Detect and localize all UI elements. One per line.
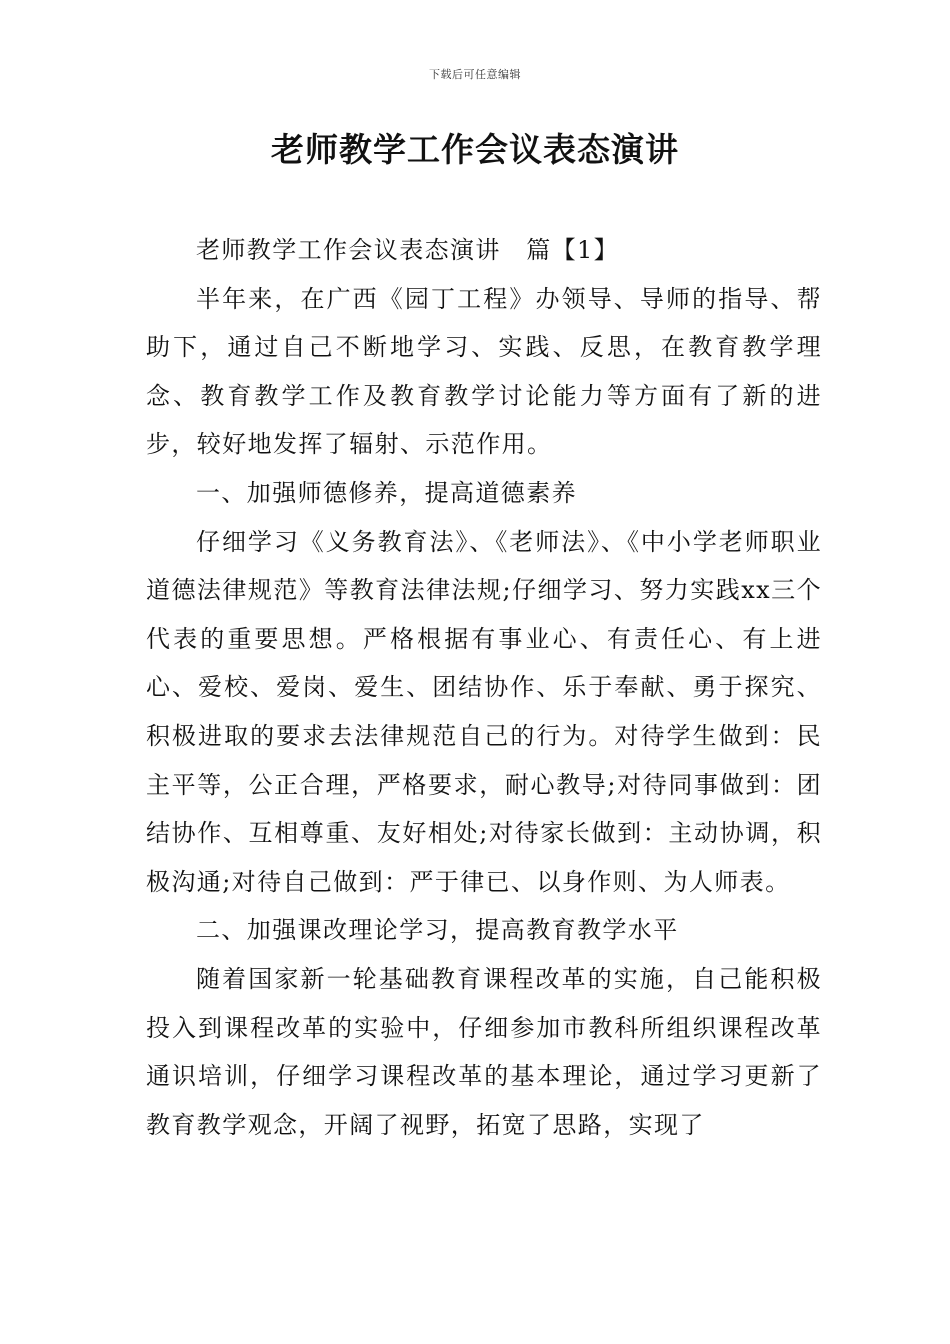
paragraph: 仔细学习《义务教育法》、《老师法》、《中小学老师职业道德法律规范》等教育法律法规;仔细学习、努力实践xx三个代表的重要思想。严格根据有事业心、有责任心、有上进心、爱校、爱岗、爱生、团结协作、乐于奉献、勇于探究、积极进取的要求去法律规范自己的行为。对待学生做到：民主平等，公正合理，严格要求，耐心教导;对待同事做到：团结协作、互相尊重、友好相处;对待家长做到：主动协调，积极沟通;对待自己做到：严于律已、以身作则、为人师表。 <box>146 527 822 896</box>
paragraph: 半年来，在广西《园丁工程》办领导、导师的指导、帮助下，通过自己不断地学习、实践、反思，在教育教学理念、教育教学工作及教育教学讨论能力等方面有了新的进步，较好地发挥了辐射、示范作用。 <box>146 284 822 459</box>
section-heading: 一、加强师德修养，提高道德素养 <box>196 478 577 507</box>
section-heading: 老师教学工作会议表态演讲 篇【1】 <box>196 236 620 264</box>
header-note: 下载后可任意编辑 <box>429 68 521 81</box>
document-title: 老师教学工作会议表态演讲 <box>271 130 679 169</box>
document-body <box>146 226 822 1149</box>
paragraph: 随着国家新一轮基础教育课程改革的实施，自己能积极投入到课程改革的实验中，仔细参加市教科所组织课程改革通识培训，仔细学习课程改革的基本理论，通过学习更新了教育教学观念，开阔了视野，拓宽了思路，实现了 <box>146 964 822 1139</box>
section-heading: 二、加强课改理论学习，提高教育教学水平 <box>196 916 679 945</box>
